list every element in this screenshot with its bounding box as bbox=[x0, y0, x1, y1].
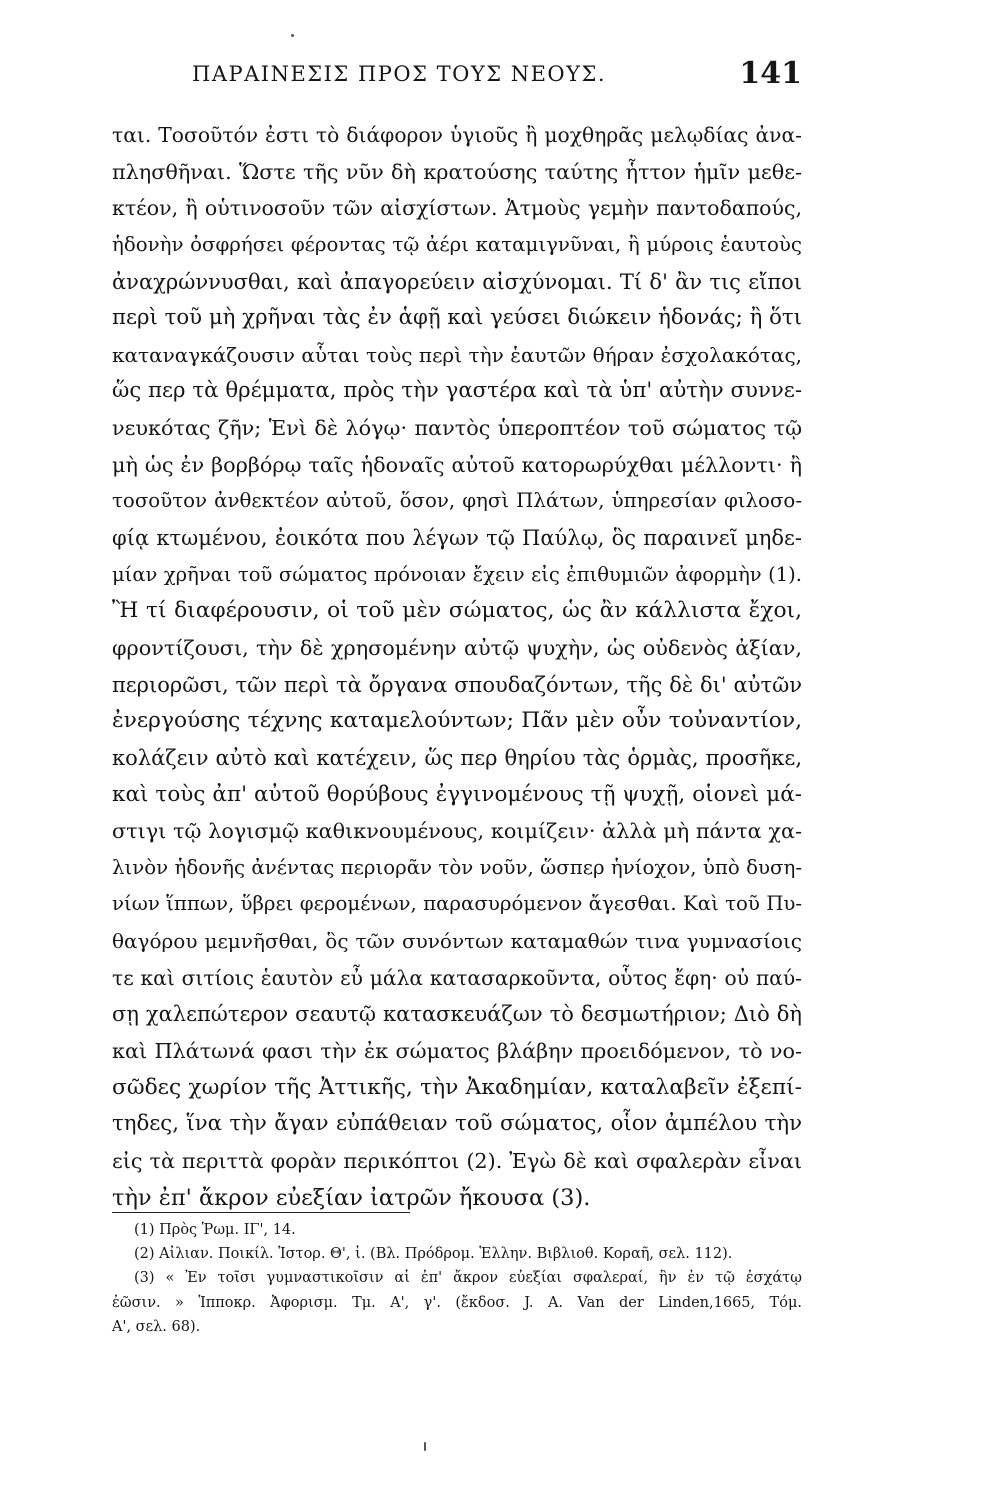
running-title: ΠΑΡΑΙΝΕΣΙΣ ΠΡΟΣ ΤΟΥΣ ΝΕΟΥΣ. bbox=[192, 62, 607, 86]
running-head bbox=[112, 58, 802, 98]
text-line: μίαν χρῆναι τοῦ σώματος πρόνοιαν ἔχειν εἰς ἐπιθυμιῶν ἀφορμὴν (1). bbox=[112, 562, 802, 586]
footnote-2: (2) Αἰλιαν. Ποικίλ. Ἱστορ. Θ', ἰ. (Βλ. Πρόδρομ. Ἑλλην. Βιβλιοθ. Κοραῆ, σελ. 112). bbox=[134, 1246, 733, 1263]
text-line: περὶ τοῦ μὴ χρῆναι τὰς ἐν ἁφῇ καὶ γεύσει διώκειν ἡδονάς; ἢ ὅτι bbox=[112, 305, 802, 331]
footnotes bbox=[112, 1218, 802, 1339]
text-line: νίων ἵππων, ὕβρει φερομένων, παρασυρόμενον ἄγεσθαι. Καὶ τοῦ Πυ- bbox=[112, 892, 803, 916]
text-line: ἐνεργούσης τέχνης καταμελούντων; Πᾶν μὲν οὖν τοὐναντίον, bbox=[112, 708, 802, 734]
footnote-3-end: Α', σελ. 68). bbox=[112, 1318, 201, 1335]
text-line: τοσοῦτον ἀνθεκτέον αὐτοῦ, ὅσον, φησὶ Πλάτων, ὑπηρεσίαν φιλοσο- bbox=[112, 489, 802, 513]
text-line: σῶδες χωρίον τῆς Ἀττικῆς, τὴν Ἀκαδημίαν, καταλαβεῖν ἐξεπί- bbox=[112, 1074, 802, 1100]
text-line: κολάζειν αὐτὸ καὶ κατέχειν, ὥς περ θηρίου τὰς ὁρμὰς, προσῆκε, bbox=[112, 745, 802, 770]
text-line: στιγι τῷ λογισμῷ καθικνουμένους, κοιμίζειν· ἀλλὰ μὴ πάντα χα- bbox=[112, 819, 802, 844]
page-number: 141 bbox=[739, 56, 802, 91]
text-line: θαγόρου μεμνῆσθαι, ὃς τῶν συνόντων καταμαθών τινα γυμνασίοις bbox=[112, 929, 802, 954]
text-line: καὶ Πλάτωνά φασι τὴν ἐκ σώματος βλάβην προειδόμενον, τὸ νο- bbox=[112, 1039, 802, 1064]
text-line: μὴ ὡς ἐν βορβόρῳ ταῖς ἡδοναῖς αὐτοῦ κατορωρύχθαι μέλλοντι· ἢ bbox=[112, 452, 802, 477]
text-line: φίᾳ κτωμένου, ἐοικότα που λέγων τῷ Παύλῳ, ὃς παραινεῖ μηδε- bbox=[112, 526, 802, 551]
text-line: καταναγκάζουσιν αὗται τοὺς περὶ τὴν ἑαυτῶν θήραν ἐσχολακότας, bbox=[112, 342, 802, 367]
footnote-3-continued: ἐῶσιν. » Ἱπποκρ. Ἀφορισμ. Τμ. Α', γ'. (ἔκδοσ. J. A. Van der Linden,1665, Τόμ. bbox=[112, 1294, 802, 1311]
text-line: ται. Τοσοῦτόν ἐστι τὸ διάφορον ὑγιοῦς ἢ μοχθηρᾶς μελῳδίας ἀνα- bbox=[112, 123, 802, 147]
text-line: τὴν ἐπ' ἄκρον εὐεξίαν ἰατρῶν ἤκουσα (3). bbox=[112, 1184, 591, 1211]
text-line: φροντίζουσι, τὴν δὲ χρησομένην αὐτῷ ψυχὴν, ὡς οὐδενὸς ἀξίαν, bbox=[112, 635, 802, 660]
ink-speck bbox=[291, 34, 294, 37]
text-line: εἰς τὰ περιττὰ φορὰν περικόπτοι (2). Ἐγὼ δὲ καὶ σφαλερὰν εἶναι bbox=[112, 1148, 802, 1173]
text-line: ἀναχρώννυσθαι, καὶ ἀπαγορεύειν αἰσχύνομαι. Τί δ' ἂν τις εἴποι bbox=[112, 269, 802, 294]
text-line: ἡδονὴν ὀσφρήσει φέροντας τῷ ἀέρι καταμιγνῦναι, ἢ μύροις ἑαυτοὺς bbox=[112, 232, 802, 256]
text-line: Ἢ τί διαφέρουσιν, οἱ τοῦ μὲν σώματος, ὡς ἂν κάλλιστα ἔχοι, bbox=[112, 598, 802, 624]
footnote-3: (3) « Ἐν τοῖσι γυμναστικοῖσιν αἱ ἐπ' ἄκρον εὐεξίαι σφαλεραί, ἢν ἐν τῷ ἐσχάτῳ bbox=[134, 1270, 802, 1287]
text-line: σῃ χαλεπώτερον σεαυτῷ κατασκευάζων τὸ δεσμωτήριον; Διὸ δὴ bbox=[112, 1002, 802, 1027]
text-line: τηδες, ἵνα τὴν ἄγαν εὐπάθειαν τοῦ σώματος, οἷον ἀμπέλου τὴν bbox=[112, 1111, 802, 1137]
text-line: ὥς περ τὰ θρέμματα, πρὸς τὴν γαστέρα καὶ τὰ ὑπ' αὐτὴν συννε- bbox=[112, 378, 802, 404]
footnote-rule bbox=[112, 1212, 410, 1213]
text-line: πλησθῆναι. Ὥστε τῆς νῦν δὴ κρατούσης ταύτης ἧττον ἡμῖν μεθε- bbox=[112, 159, 802, 184]
text-line: κτέον, ἢ οὑτινοσοῦν τῶν αἰσχίστων. Ἀτμοὺς γεμὴν παντοδαπούς, bbox=[112, 196, 802, 221]
footnote-1: (1) Πρὸς Ῥωμ. ΙΓ', 14. bbox=[134, 1222, 296, 1238]
text-line: νευκότας ζῆν; Ἑνὶ δὲ λόγῳ· παντὸς ὑπεροπτέον τοῦ σώματος τῷ bbox=[112, 416, 802, 441]
main-text bbox=[112, 117, 802, 1216]
text-line: καὶ τοὺς ἀπ' αὐτοῦ θορύβους ἐγγινομένους τῇ ψυχῇ, οἱονεὶ μά- bbox=[112, 781, 802, 807]
text-line: λινὸν ἡδονῆς ἀνέντας περιορᾶν τὸν νοῦν, ὥσπερ ἡνίοχον, ὑπὸ δυση- bbox=[112, 855, 802, 879]
text-line: περιορῶσι, τῶν περὶ τὰ ὄργανα σπουδαζόντων, τῆς δὲ δι' αὐτῶν bbox=[112, 672, 802, 697]
ink-speck bbox=[424, 1442, 426, 1451]
text-line: τε καὶ σιτίοις ἑαυτὸν εὖ μάλα κατασαρκοῦντα, οὗτος ἔφη· οὐ παύ- bbox=[112, 965, 802, 990]
